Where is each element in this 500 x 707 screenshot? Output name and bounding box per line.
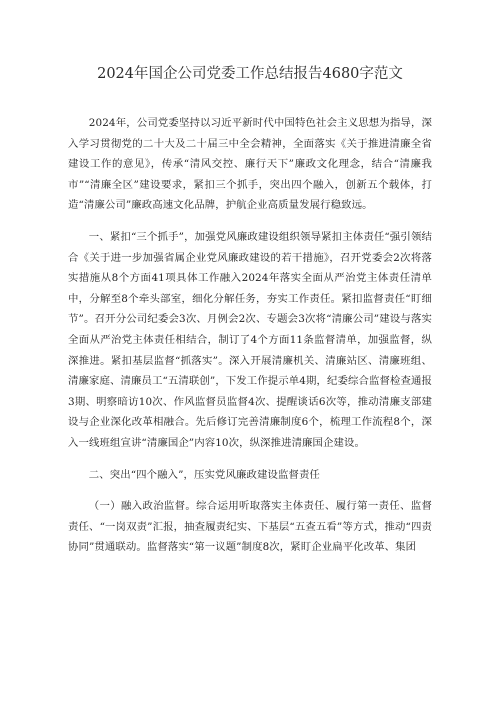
document-title: 2024年国企公司党委工作总结报告4680字范文 (97, 66, 403, 82)
paragraph-gap (68, 216, 432, 227)
section-two-heading: 二、突出“四个融入”，压实党风廉政建设监督责任 (88, 468, 320, 481)
paragraph-gap (68, 454, 432, 465)
paragraph-gap (68, 485, 432, 496)
section-one-paragraph: 一、紧扣“三个抓手”，加强党风廉政建设组织领导紧扣主体责任“强引领结合《关于进一步加强省属企业党风廉政建设的若干措施》，召开党委会2次将落实措施从8个方面41项具体工作融入2024年落实全面从严治党主体责任清单中，分解至8个牵头部室，细化分解任务，夯实工作责任。紧扣监督责任“盯细节”。召开分公司纪委会3次、月例会2次、专题会3次将“清廉公司”建设与落实全面从严治党主体责任相结合，制订了4个方面11条监督清单，加强监督，纵深推进。紧扣基层监督“抓落实”。深入开展清廉机关、清廉站区、清廉班组、清廉家庭、清廉员工“五清联创”，下发工作提示单4期，纪委综合监督检查通报3期、明察暗访10次、作风监督员监督4次、提醒谈话6次等，推动清廉支部建设与企业深化改革相融合。先后修订完善清廉制度6个，梳理工作流程8个，深入一线班组宣讲“清廉国企”内容10次，纵深推进清廉国企建设。 (68, 230, 432, 449)
subsection-political-supervision: （一）融入政治监督。综合运用听取落实主体责任、履行第一责任、监督责任、“一岗双责”汇报，抽查履责纪实、下基层“五查五看”等方式，推动“四责协同”贯通联动。监督落实“第一议题”制度8次，紧盯企业扁平化改革、集团 (68, 500, 432, 554)
intro-paragraph: 2024年，公司党委坚持以习近平新时代中国特色社会主义思想为指导，深入学习贯彻党的二十大及二十届三中全会精神，全面落实《关于推进清廉全省建设工作的意见》，传承“清风交控、廉行天下”廉政文化理念，结合“清廉我市”“清廉全区”建设要求，紧扣三个抓手，突出四个融入，创新五个载体，打造“清廉公司”廉政高速文化品牌，护航企业高质量发展行稳致远。 (68, 117, 432, 212)
